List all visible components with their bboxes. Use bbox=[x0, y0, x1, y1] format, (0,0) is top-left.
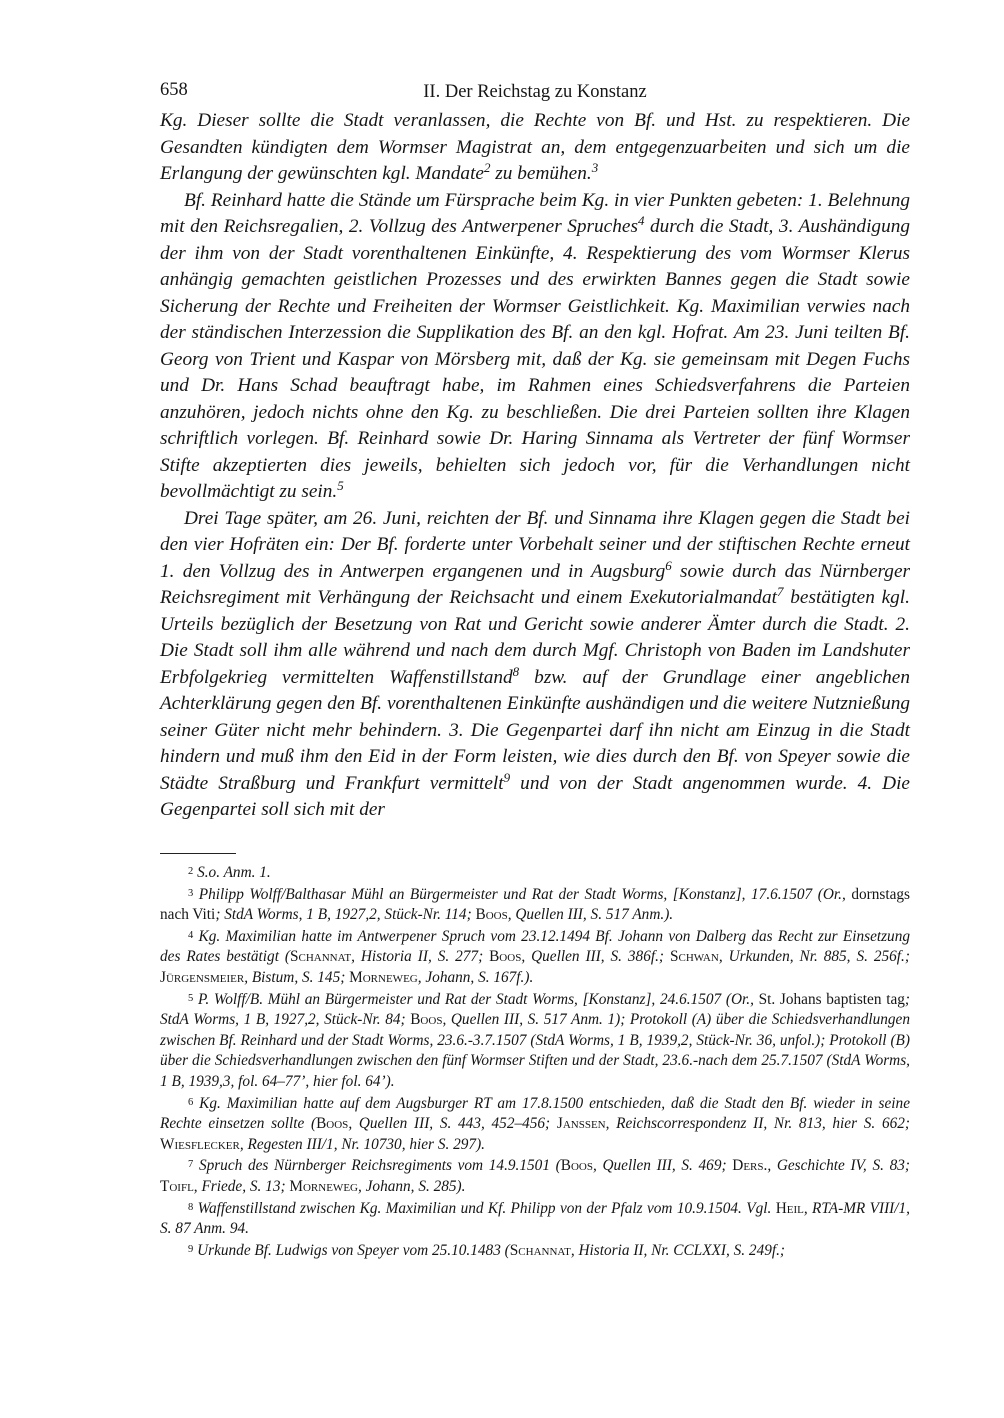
footnote-ref: 6 bbox=[665, 557, 672, 573]
page-number: 658 bbox=[160, 80, 188, 100]
footnote-ref: 5 bbox=[337, 478, 344, 493]
author-name: Heil bbox=[775, 1199, 804, 1217]
footnote-text: Kg. Maximilian hatte auf dem Augsburger RT am 17.8.1500 entschieden, daß die Stadt den Bf. wieder in seine Rechte einsetzen sollte ( bbox=[160, 1094, 910, 1133]
footnote-number: 5 bbox=[188, 992, 194, 1004]
text-run: sowie durch das Nürnberger Reichsregiment mit Verhängung der Reichsacht und einem Exekutorialmandat bbox=[160, 560, 910, 608]
footnote-text: , Regesten III/1, Nr. 10730, hier S. 297). bbox=[239, 1135, 485, 1153]
footnote-ref: 3 bbox=[591, 160, 599, 175]
footnote-5 bbox=[160, 989, 910, 1093]
footnote-text: Kg. Maximilian hatte im Antwerpener Spruch vom 23.12.1494 Bf. Johann von Dalberg das Recht zur Einsetzung des Rates bestätigt ( bbox=[160, 927, 911, 966]
footnote-number: 2 bbox=[188, 866, 194, 877]
footnote-text: , Friede, S. 13; bbox=[193, 1177, 290, 1195]
footnote-text: , Historia II, Nr. CCLXXI, S. 249f.; bbox=[570, 1241, 786, 1259]
text-run: durch die Stadt, 3. Aushändigung der ihm von der Stadt vorenthaltenen Einkünfte, 4. Respektierung des vom Wormser Klerus anhängig gemachten geistlichen Prozesses und des erwirkten Bannes gegen die Stadt sowie Sicherung der Rechte und Freiheiten der Wormser Geistlichkeit. Kg. Maximilian verwies nach der ständischen Interzession die Supplikation des Bf. an den kgl. Hofrat. Am 23. Juni teilten Bf. Georg von Trient und Kaspar von Mörsberg mit, daß der Kg. sie gemeinsam mit Degen Fuchs und Dr. Hans Schad beauftragt habe, im Rahmen eines Schiedsverfahrens die Parteien anzuhören, jedoch nichts ohne den Kg. zu beschließen. Die drei Parteien sollten ihre Klagen schriftlich vorlegen. Bf. Reinhard sowie Dr. Haring Sinnama als Vertreter der fünf Wormser Stifte akzeptierten dies jeweils, behielten sich jedoch vor, für die Verhandlungen nicht bevollmächtigt zu sein. bbox=[160, 216, 910, 502]
footnote-text: S.o. Anm. 1. bbox=[197, 864, 271, 881]
author-name: Schannat bbox=[289, 948, 352, 966]
footnote-text: Spruch des Nürnberger Reichsregiments vom 14.9.1501 ( bbox=[198, 1157, 561, 1175]
paragraph-3 bbox=[160, 506, 910, 824]
footnote-text: P. Wolff/B. Mühl an Bürgermeister und Rat der Stadt Worms, [Konstanz], 24.6.1507 (Or., bbox=[197, 990, 759, 1008]
footnote-number: 3 bbox=[188, 887, 194, 899]
footnotes bbox=[160, 862, 910, 1261]
author-name: Toifl bbox=[160, 1177, 194, 1195]
author-name: Boos bbox=[560, 1157, 593, 1175]
footnote-number: 8 bbox=[188, 1201, 194, 1213]
footnote-text: , Quellen III, S. 517 Anm. 1); Protokoll (A) über die Schiedsverhandlungen zwischen Bf. Reinhard und der Stadt Worms, 23.6.-3.7.1507 (StdA Worms, 1 B, 1939,2, Stück-Nr. 36, unfol.); Protokoll (B) über die Schiedsverhandlungen zwischen den fünf Wormser Stiften und der Stadt, 23.6.-nach dem 25.7.1507 (StdA Worms, 1 B, 1939,3, fol. 64–77’, hier fol. 64’). bbox=[160, 1011, 911, 1090]
footnote-text: dornstags nach Viti bbox=[160, 885, 910, 924]
footnote-text: , Urkunden, Nr. 885, S. 256f.; bbox=[718, 948, 910, 966]
footnote-text: Philipp Wolff/Balthasar Mühl an Bürgermeister und Rat der Stadt Worms, [Konstanz], 17.6.1507 (Or., bbox=[198, 885, 852, 903]
author-name: Boos bbox=[475, 906, 508, 924]
footnote-text: ; StdA Worms, 1 B, 1927,2, Stück-Nr. 84; bbox=[160, 990, 910, 1029]
footnote-text: , Geschichte IV, S. 83; bbox=[767, 1157, 910, 1175]
footnote-number: 6 bbox=[188, 1096, 194, 1108]
paragraph-1 bbox=[160, 108, 910, 188]
footnote-text: Waffenstillstand zwischen Kg. Maximilian und Kf. Philipp von der Pfalz vom 10.9.1504. Vgl. bbox=[197, 1199, 776, 1217]
footnote-text: , Reichscorrespondenz II, Nr. 813, hier S. 662; bbox=[605, 1115, 910, 1133]
footnote-text: , Quellen III, S. 517 Anm.). bbox=[507, 906, 674, 924]
footnote-ref: 8 bbox=[512, 663, 520, 679]
author-name: Morneweg bbox=[289, 1177, 358, 1195]
footnote-text: , Johann, S. 167f.). bbox=[417, 968, 534, 986]
text-run: Kg. Dieser sollte die Stadt veranlassen, die Rechte von Bf. und Hst. zu respektieren. Die Gesandten kündigten dem Wormser Magistrat an, dem entgegenzuarbeiten und sich um die Erlangung der gewünschten kgl. Mandate bbox=[160, 110, 910, 184]
paragraph-2 bbox=[160, 188, 910, 506]
text-run: bestätigten kgl. Urteils bezüglich der Besetzung von Rat und Gericht sowie anderer Ämter durch die Stadt. 2. Die Stadt soll ihm alle während und nach dem durch Mgf. Christoph von Baden im Landshuter Erbfolgekrieg vermittelten Waffenstillstand bbox=[160, 587, 910, 688]
footnote-4 bbox=[160, 926, 910, 989]
footnote-text: , Quellen III, S. 443, 452–456; bbox=[348, 1115, 557, 1133]
running-title: II. Der Reichstag zu Konstanz bbox=[423, 82, 647, 102]
text-run: Drei Tage später, am 26. Juni, reichten der Bf. und Sinnama ihre Klagen gegen die Stadt bei den vier Hofräten ein: Der Bf. forderte unter Vorbehalt seiner und der stiftischen Rechte erneut 1. den Vollzug des in Antwerpen ergangenen und in Augsburg bbox=[160, 507, 910, 582]
author-name: Boos bbox=[410, 1011, 443, 1029]
page-header bbox=[160, 78, 910, 108]
footnote-number: 7 bbox=[188, 1159, 194, 1171]
text-run: zu bemühen. bbox=[490, 163, 592, 184]
author-name: Wiesflecker bbox=[160, 1135, 240, 1153]
footnote-text: ; StdA Worms, 1 B, 1927,2, Stück-Nr. 114; bbox=[215, 906, 476, 924]
footnote-ref: 2 bbox=[483, 160, 491, 175]
main-text bbox=[160, 108, 910, 824]
author-name: Schannat bbox=[509, 1241, 571, 1259]
author-name: Schwan bbox=[669, 948, 719, 966]
footnote-text: , Quellen III, S. 386f.; bbox=[521, 948, 670, 966]
footnote-number: 9 bbox=[188, 1243, 194, 1255]
footnote-7 bbox=[160, 1155, 910, 1197]
footnote-ref: 9 bbox=[503, 769, 511, 785]
footnote-9 bbox=[160, 1240, 910, 1262]
footnote-text: , Bistum, S. 145; bbox=[244, 968, 350, 986]
footnote-6 bbox=[160, 1093, 910, 1156]
footnote-text: , Quellen III, S. 469; bbox=[592, 1157, 733, 1175]
author-name: Ders. bbox=[732, 1157, 768, 1175]
footnote-separator bbox=[160, 853, 236, 854]
footnote-3 bbox=[160, 884, 910, 926]
footnote-text: St. Johans baptisten tag bbox=[758, 990, 905, 1008]
author-name: Boos bbox=[316, 1115, 349, 1133]
footnote-ref: 4 bbox=[637, 213, 645, 228]
author-name: Janssen bbox=[556, 1115, 606, 1133]
footnote-8 bbox=[160, 1198, 910, 1240]
footnote-text: , Johann, S. 285). bbox=[357, 1177, 466, 1195]
footnote-2 bbox=[160, 862, 910, 884]
footnote-ref: 7 bbox=[777, 584, 784, 599]
footnote-text: , RTA-MR VIII/1, S. 87 Anm. 94. bbox=[160, 1199, 911, 1238]
footnote-number: 4 bbox=[188, 929, 194, 941]
footnote-text: Urkunde Bf. Ludwigs von Speyer vom 25.10.1483 ( bbox=[197, 1241, 510, 1259]
author-name: Morneweg bbox=[349, 968, 418, 986]
text-run: und von der Stadt angenommen wurde. 4. Die Gegenpartei soll sich mit der bbox=[160, 772, 910, 820]
footnote-text: , Historia II, S. 277; bbox=[351, 948, 490, 966]
page bbox=[160, 78, 911, 1259]
author-name: Jürgensmeier bbox=[160, 968, 245, 986]
text-run: Bf. Reinhard hatte die Stände um Fürsprache beim Kg. in vier Punkten gebeten: 1. Belehnung mit den Reichsregalien, 2. Vollzug des Antwerpener Spruches bbox=[160, 189, 910, 237]
text-run: bzw. auf der Grundlage einer angeblichen Achterklärung gegen den Bf. vorenthaltenen Einkünfte aushändigen und die weitere Nutznießung seiner Güter nicht mehr behindern. 3. Die Gegenpartei darf ihn nicht am Einzug in die Stadt hindern und muß ihm den Eid in der Form leisten, wie dies durch den Bf. von Speyer sowie die Städte Straßburg und Frankfurt vermittelt bbox=[160, 666, 910, 794]
author-name: Boos bbox=[489, 948, 522, 966]
